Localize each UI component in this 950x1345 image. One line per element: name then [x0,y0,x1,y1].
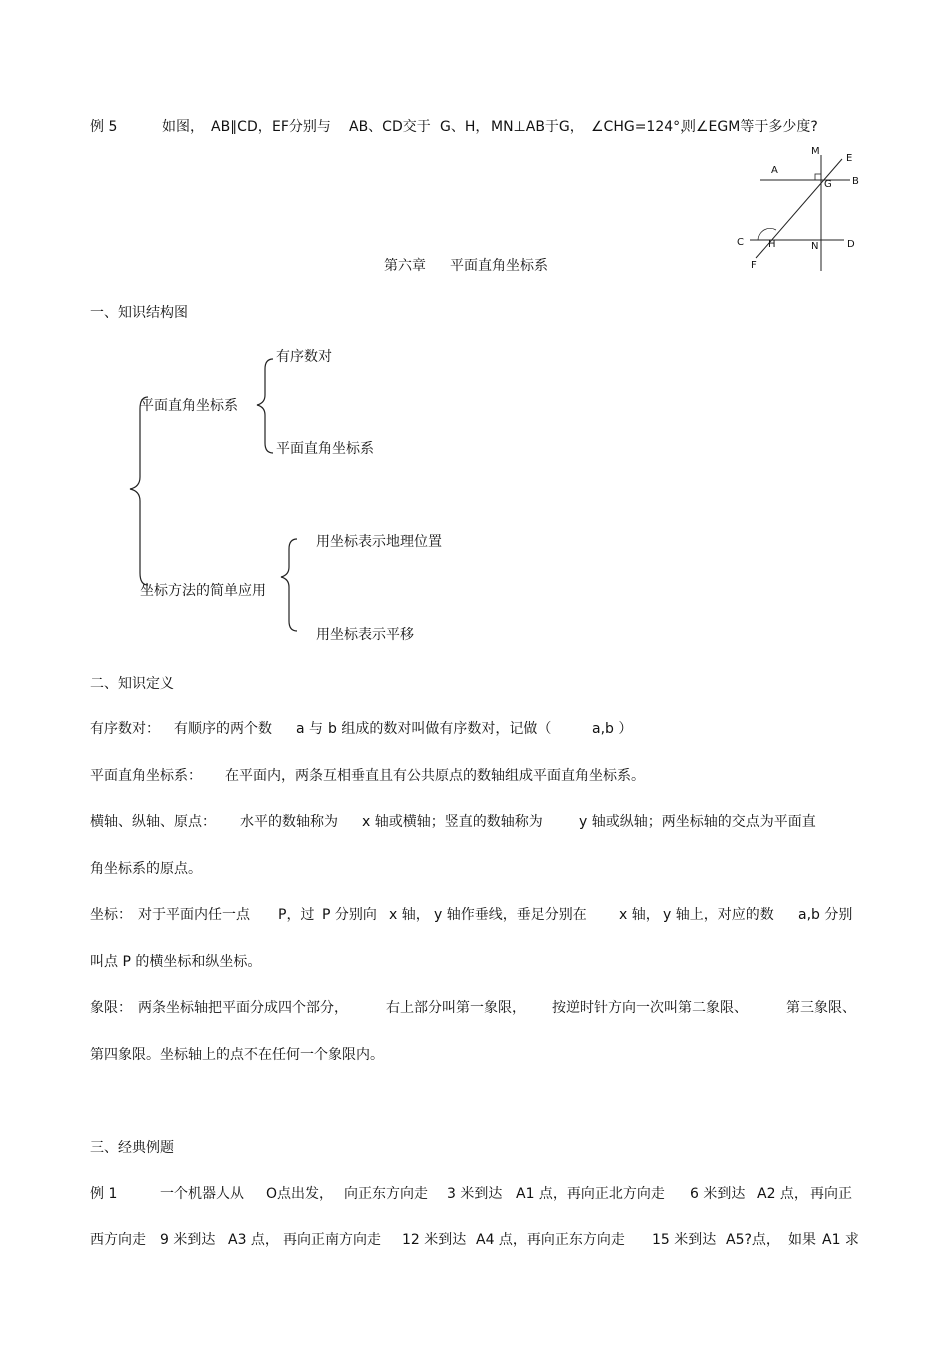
text-segment: a,b ） [592,721,633,737]
text-segment: 则∠EGM等于多少度? [682,119,818,135]
text-segment: ∠CHG=124°， [591,119,695,135]
label-d: D [847,239,855,250]
text-segment: AB∥CD， [211,119,272,135]
label-f: F [751,260,757,271]
definition-term: 象限： [90,1000,132,1016]
text-segment: 第三象限、 [786,1000,856,1016]
label-b: B [852,176,859,187]
text-segment: 如图， [162,119,204,135]
text-segment: 对于平面内任一点 [138,907,250,923]
text-segment: 再向正南方向走 [283,1232,381,1248]
section-heading: 一、知识结构图 [90,305,188,321]
label-n: N [811,241,819,252]
text-segment: 再向正 [810,1186,852,1202]
right-angle-mark [815,174,821,180]
text-segment: A5?点， [726,1232,780,1248]
text-segment: x 轴， [619,907,660,923]
definition-term: 有序数对： [90,721,160,737]
text-segment: x 轴， [389,907,430,923]
text-segment: y 轴作垂线，垂足分别在 [434,907,587,923]
text-segment: b 组成的数对叫做有序数对，记做（ [328,721,552,737]
text-segment: A3 点， [228,1232,279,1248]
section-heading: 三、经典例题 [90,1140,174,1156]
text-segment: 水平的数轴称为 [240,814,338,830]
tree-leaf: 有序数对 [276,349,332,365]
text-segment: 15 米到达 [652,1232,717,1248]
text-segment: 右上部分叫第一象限， [386,1000,526,1016]
text-segment: 西方向走 [90,1232,146,1248]
label-c: C [737,237,744,248]
text-segment: 6 米到达 [690,1186,746,1202]
text-segment: G、H， [440,119,490,135]
tree-branch-label: 坐标方法的简单应用 [140,583,266,599]
text-segment: O点出发， [266,1186,334,1202]
text-segment: EF分别与 [272,119,331,135]
brace-inner-1 [257,359,273,453]
label-m: M [811,146,820,157]
definition-term: 坐标： [90,907,132,923]
definition-term: 平面直角坐标系： [90,768,202,784]
text-segment: 两条坐标轴把平面分成四个部分， [138,1000,348,1016]
brace-root [130,397,148,585]
example-label: 例 5 [90,119,118,135]
text-segment: A1 点，再向正北方向走 [516,1186,665,1202]
tree-braces [120,345,340,645]
geometry-figure [732,143,862,273]
tree-leaf: 用坐标表示平移 [316,627,414,643]
text-segment: 向正东方向走 [344,1186,428,1202]
tree-leaf: 用坐标表示地理位置 [316,534,442,550]
text-segment: 有顺序的两个数 [174,721,272,737]
text-segment: P 分别向 [322,907,377,923]
text-segment: y 轴或纵轴；两坐标轴的交点为平面直 [579,814,816,830]
chapter-title: 平面直角坐标系 [450,258,548,274]
chapter-number: 第六章 [384,258,426,274]
label-h: H [768,239,776,250]
label-a: A [771,165,778,176]
tree-branch-label: 平面直角坐标系 [140,398,238,414]
text-segment: 如果 [788,1232,816,1248]
text-segment: y 轴上，对应的数 [663,907,774,923]
text-segment: A2 点， [757,1186,808,1202]
text-segment: a 与 [296,721,324,737]
text-segment: 12 米到达 [402,1232,467,1248]
text-segment: 9 米到达 [160,1232,216,1248]
text-segment: A4 点，再向正东方向走 [476,1232,625,1248]
label-g: G [824,179,832,190]
label-e: E [846,153,853,164]
text-segment: 在平面内，两条互相垂直且有公共原点的数轴组成平面直角坐标系。 [225,768,645,784]
tree-leaf: 平面直角坐标系 [276,441,374,457]
text-segment: a,b 分别 [798,907,853,923]
example-label: 例 1 [90,1186,118,1202]
text-segment: 第四象限。坐标轴上的点不在任何一个象限内。 [90,1047,384,1063]
definition-term: 横轴、纵轴、原点： [90,814,216,830]
text-segment: 按逆时针方向一次叫第二象限、 [552,1000,748,1016]
text-segment: A1 求 [822,1232,859,1248]
text-segment: MN⊥AB于G， [491,119,584,135]
text-segment: 一个机器人从 [160,1186,244,1202]
text-segment: 角坐标系的原点。 [90,861,202,877]
section-heading: 二、知识定义 [90,676,174,692]
text-segment: x 轴或横轴；竖直的数轴称为 [362,814,543,830]
brace-inner-2 [281,539,297,631]
text-segment: 3 米到达 [447,1186,503,1202]
text-segment: P，过 [278,907,315,923]
text-segment: 叫点 P 的横坐标和纵坐标。 [90,954,262,970]
text-segment: AB、CD交于 [349,119,431,135]
